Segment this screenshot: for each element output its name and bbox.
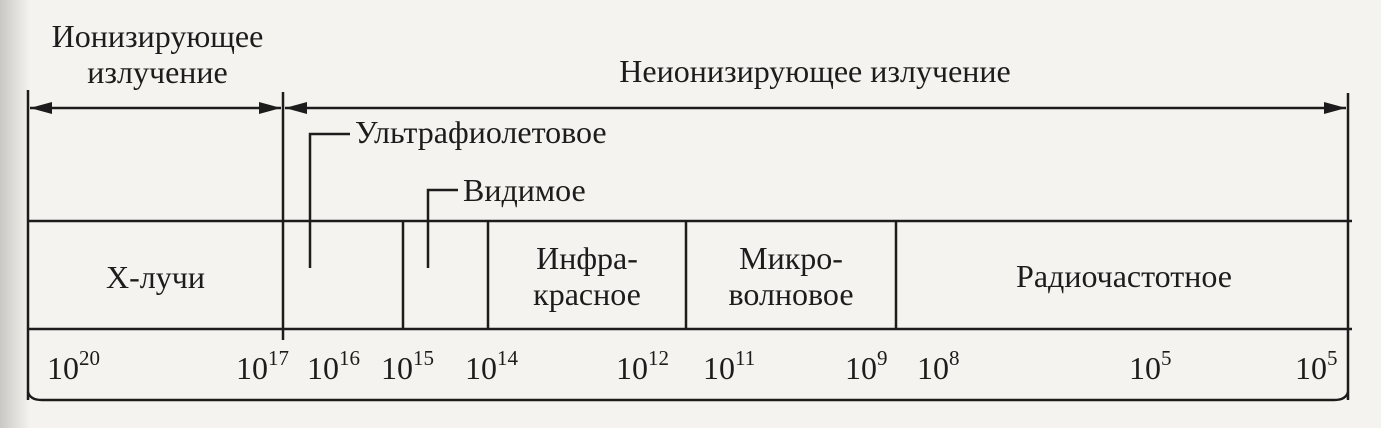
scale-tick (845, 346, 888, 390)
nonionizing-label: Неионизирующее излучение (619, 53, 1011, 89)
scale-bracket (28, 392, 1348, 400)
visible-leader-line (428, 190, 458, 268)
scale-tick (236, 346, 289, 390)
ultraviolet-label: Ультрафиолетовое (355, 114, 607, 150)
ionizing-label (30, 18, 285, 90)
scale-exponent: 17 (268, 346, 289, 370)
scale-exponent: 14 (497, 346, 518, 370)
scale-exponent: 8 (949, 346, 960, 370)
scale-base: 10 (616, 350, 648, 386)
scale-tick (703, 346, 756, 390)
ionizing-label-line-1: Ионизирующее (51, 18, 264, 54)
scale-exponent: 16 (339, 346, 360, 370)
visible-label: Видимое (463, 172, 586, 208)
scale-tick (465, 346, 518, 390)
ionizing-arrow-left-head (30, 102, 52, 114)
ionizing-label-line-2: излучение (87, 54, 228, 90)
scale-exponent: 11 (735, 346, 756, 370)
scale-exponent: 12 (648, 346, 669, 370)
scale-base: 10 (47, 350, 79, 386)
scale-base: 10 (307, 350, 339, 386)
scale-base: 10 (917, 350, 949, 386)
xray-band-label: X-лучи (106, 259, 205, 295)
scale-tick (381, 346, 434, 390)
nonionizing-arrow-right-head (1324, 102, 1346, 114)
scale-tick (47, 346, 100, 390)
scale-exponent: 9 (877, 346, 888, 370)
scale-exponent: 5 (1327, 346, 1338, 370)
radio-band-label: Радиочастотное (1016, 258, 1232, 294)
infrared-label-line-1: Инфра- (536, 240, 638, 276)
scale-tick (1295, 346, 1338, 390)
scale-tick (1129, 346, 1172, 390)
scale-tick (616, 346, 669, 390)
scale-base: 10 (1295, 350, 1327, 386)
nonionizing-arrow-left-head (285, 102, 307, 114)
scale-exponent: 15 (413, 346, 434, 370)
ultraviolet-leader-line (310, 134, 350, 268)
microwave-label-line-2: волновое (728, 276, 854, 312)
scale-base: 10 (703, 350, 735, 386)
scale-exponent: 5 (1161, 346, 1172, 370)
scale-base: 10 (1129, 350, 1161, 386)
scale-tick (307, 346, 360, 390)
infrared-band-label (488, 240, 686, 312)
ionizing-arrow-right-head (259, 102, 281, 114)
scale-exponent: 20 (79, 346, 100, 370)
scale-base: 10 (381, 350, 413, 386)
microwave-label-line-1: Микро- (739, 240, 843, 276)
scale-base: 10 (465, 350, 497, 386)
infrared-label-line-2: красное (533, 276, 641, 312)
microwave-band-label (686, 240, 896, 312)
scale-base: 10 (236, 350, 268, 386)
scale-base: 10 (845, 350, 877, 386)
scale-tick (917, 346, 960, 390)
